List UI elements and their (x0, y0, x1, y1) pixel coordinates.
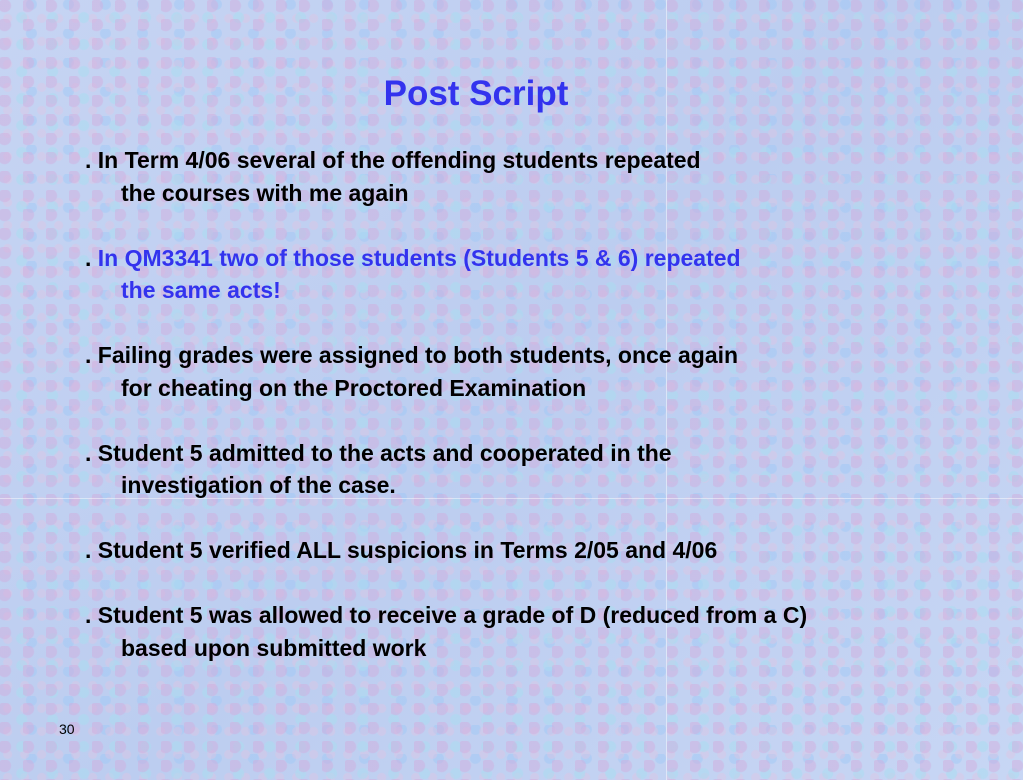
bullet-marker: . (85, 147, 98, 173)
bullet-text-line2: investigation of the case. (121, 472, 396, 498)
bullet-item-grade-reduced (85, 599, 965, 664)
bullet-text-line1: In QM3341 two of those students (Students 5 & 6) repeated (97, 244, 741, 271)
page-number: 30 (59, 721, 75, 737)
bullet-text-line2: based upon submitted work (121, 634, 427, 661)
bullet-marker: . (85, 439, 98, 466)
bullet-text-line1: Student 5 verified ALL suspicions in Terms 2/05 and 4/06 (97, 537, 718, 563)
bullet-marker: . (85, 602, 98, 628)
bullet-item-repeated-acts (85, 242, 965, 307)
bullet-item-suspicions-verified (85, 534, 965, 567)
bullet-text-line2: for cheating on the Proctored Examination (121, 374, 587, 401)
bullet-text-line1: In Term 4/06 several of the offending students repeated (97, 147, 701, 173)
bullet-text-line1: Student 5 admitted to the acts and cooperated in the (97, 439, 672, 466)
bullet-text-line1: Failing grades were assigned to both students, once again (97, 342, 739, 368)
bullet-marker: . (85, 537, 98, 563)
bullet-item-student-admitted (85, 437, 965, 502)
bullet-item-failing-grades (85, 339, 965, 404)
slide-title: Post Script (383, 74, 569, 113)
bullet-text-line1: Student 5 was allowed to receive a grade of D (reduced from a C) (97, 602, 808, 628)
bullet-text-line2: the courses with me again (121, 179, 409, 206)
bullet-marker: . (85, 244, 98, 271)
bullet-list (85, 144, 965, 697)
bullet-item-repeated-courses (85, 144, 965, 209)
bullet-text-line2: the same acts! (121, 277, 281, 303)
bullet-marker: . (85, 342, 98, 368)
